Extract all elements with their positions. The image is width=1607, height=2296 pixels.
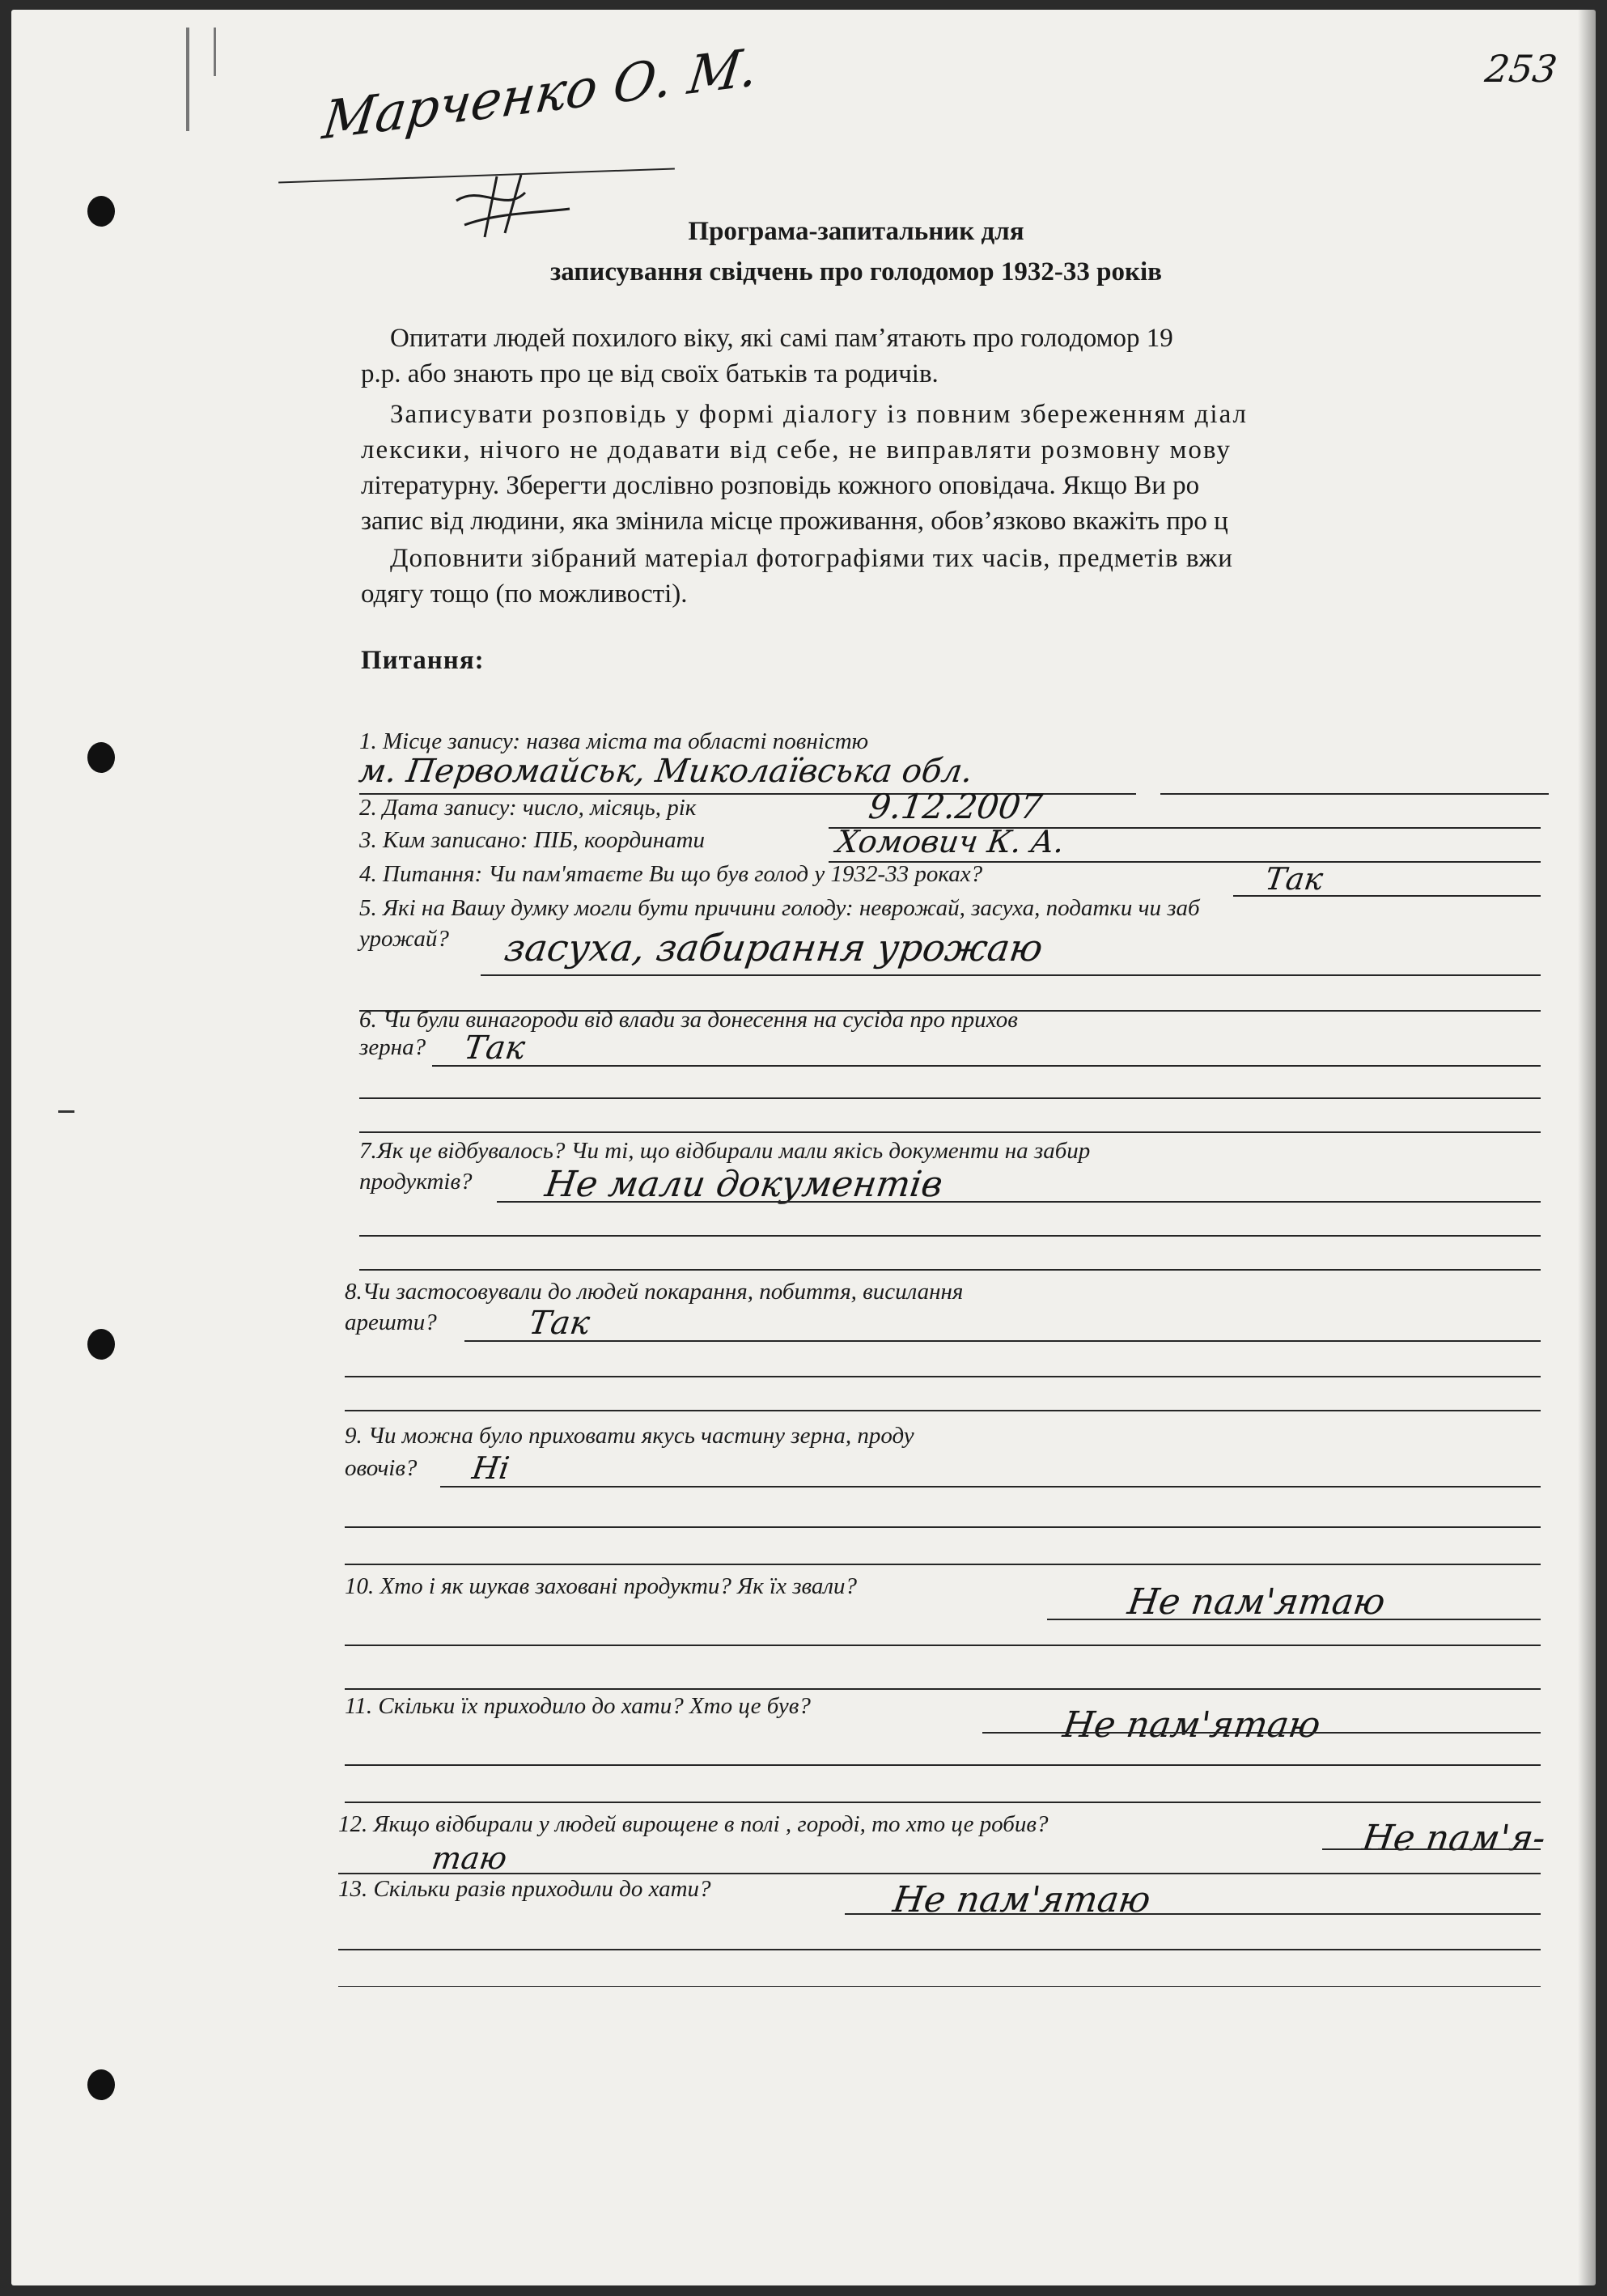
form-title-line2: записування свідчень про голодомор 1932-33 років xyxy=(549,257,1163,286)
answer-line xyxy=(345,1376,1541,1377)
answer-line xyxy=(338,1873,1541,1874)
answer-line xyxy=(845,1913,1541,1915)
instruction-line: літературну. Зберегти дослівно розповідь кожного оповідача. Якщо Ви ро xyxy=(361,471,1200,500)
binder-hole xyxy=(87,1329,115,1360)
question-8-label: 8.Чи застосовували до людей покарання, побиття, висилання xyxy=(345,1279,964,1305)
question-5-label: 5. Які на Вашу думку могли бути причини голоду: неврожай, засуха, податки чи заб xyxy=(359,895,1200,921)
page-edge-shadow xyxy=(1578,10,1596,2285)
answer-line xyxy=(359,1269,1541,1271)
question-10-label: 10. Хто і як шукав заховані продукти? Як їх звали? xyxy=(345,1573,858,1599)
question-2-answer: 9.12.2007 xyxy=(866,787,1045,826)
answer-line xyxy=(345,1564,1541,1565)
answer-line xyxy=(359,1097,1541,1099)
binder-hole xyxy=(87,742,115,773)
answer-line xyxy=(440,1486,1541,1488)
question-1-answer: м. Первомайськ, Миколаївська обл. xyxy=(356,753,976,790)
answer-line xyxy=(497,1201,1541,1203)
question-5-label-cont: урожай? xyxy=(359,926,449,952)
question-5-answer: засуха, забирання урожаю xyxy=(502,926,1046,970)
answer-line xyxy=(345,1410,1541,1411)
question-3-label: 3. Ким записано: ПІБ, координати xyxy=(359,827,706,853)
question-7-answer: Не мали документів xyxy=(542,1164,946,1205)
question-7-label: 7.Як це відбувалось? Чи ті, що відбирали мали якісь документи на забир xyxy=(359,1138,1091,1164)
question-3-answer: Хомович К. А. xyxy=(833,824,1067,859)
question-2-label: 2. Дата запису: число, місяць, рік xyxy=(359,795,697,821)
instruction-line: Доповнити зібраний матеріал фотографіями тих часів, предметів вжи xyxy=(390,544,1233,573)
instruction-line: запис від людини, яка змінила місце проживання, обов’язково вкажіть про ц xyxy=(361,507,1228,536)
answer-line xyxy=(464,1340,1541,1342)
document-page xyxy=(11,10,1596,2285)
question-7-label-cont: продуктів? xyxy=(359,1169,473,1195)
instruction-line: р.р. або знають про це від своїх батьків та родичів. xyxy=(361,359,939,388)
answer-line xyxy=(345,1526,1541,1528)
instruction-line: лексики, нічого не додавати від себе, не виправляти розмовну мову xyxy=(361,435,1232,465)
question-11-answer: Не пам'ятаю xyxy=(1060,1704,1323,1746)
question-1-label: 1. Місце запису: назва міста та області повністю xyxy=(359,728,869,754)
questions-heading: Питання: xyxy=(361,646,485,675)
answer-line xyxy=(345,1645,1541,1646)
answer-line xyxy=(338,1986,1541,1987)
answer-line xyxy=(1160,793,1549,795)
answer-line xyxy=(359,1235,1541,1237)
question-8-label-cont: арешти? xyxy=(345,1309,437,1335)
answer-line xyxy=(982,1732,1541,1734)
question-13-label: 13. Скільки разів приходили до хати? xyxy=(338,1876,711,1902)
form-title-line1: Програма-запитальник для xyxy=(688,217,1024,246)
question-4-answer: Так xyxy=(1262,861,1325,897)
question-12-label: 12. Якщо відбирали у людей вирощене в полі , городі, то хто це робив? xyxy=(338,1811,1049,1837)
page-number: 253 xyxy=(1482,47,1560,91)
binder-hole xyxy=(87,2069,115,2100)
scan-mark xyxy=(186,28,189,131)
question-4-label: 4. Питання: Чи пам'ятаєте Ви що був голод у 1932-33 роках? xyxy=(359,861,983,887)
question-12-answer-cont: таю xyxy=(429,1840,510,1876)
answer-line xyxy=(1047,1619,1541,1620)
question-6-label-cont: зерна? xyxy=(359,1034,426,1060)
question-9-answer: Ні xyxy=(469,1450,512,1486)
question-12-answer: Не пам'я- xyxy=(1359,1818,1549,1859)
question-6-answer: Так xyxy=(461,1029,528,1067)
margin-mark xyxy=(58,1110,74,1113)
answer-line xyxy=(338,1949,1541,1950)
answer-line xyxy=(481,974,1541,976)
question-9-label-cont: овочів? xyxy=(345,1455,418,1481)
question-9-label: 9. Чи можна було приховати якусь частину зерна, проду xyxy=(345,1423,914,1449)
answer-line xyxy=(345,1764,1541,1766)
answer-line xyxy=(1322,1848,1541,1850)
instruction-line: Опитати людей похилого віку, які самі памʼятають про голодомор 19 xyxy=(390,324,1173,353)
author-signature-name: Марченко О. М. xyxy=(319,37,761,152)
instruction-line: одягу тощо (по можливості). xyxy=(361,579,688,609)
scan-mark xyxy=(214,28,216,76)
instruction-line: Записувати розповідь у формі діалогу із повним збереженням діал xyxy=(390,400,1249,429)
question-13-answer: Не пам'ятаю xyxy=(890,1879,1153,1920)
question-8-answer: Так xyxy=(526,1305,592,1342)
answer-line xyxy=(432,1065,1541,1067)
answer-line xyxy=(1233,895,1541,897)
question-10-answer: Не пам'ятаю xyxy=(1125,1581,1388,1623)
question-11-label: 11. Скільки їх приходило до хати? Хто це був? xyxy=(345,1693,811,1719)
answer-line xyxy=(345,1688,1541,1690)
answer-line xyxy=(359,1131,1541,1133)
question-6-label: 6. Чи були винагороди від влади за донесення на сусіда про прихов xyxy=(359,1007,1018,1033)
answer-line xyxy=(345,1802,1541,1803)
